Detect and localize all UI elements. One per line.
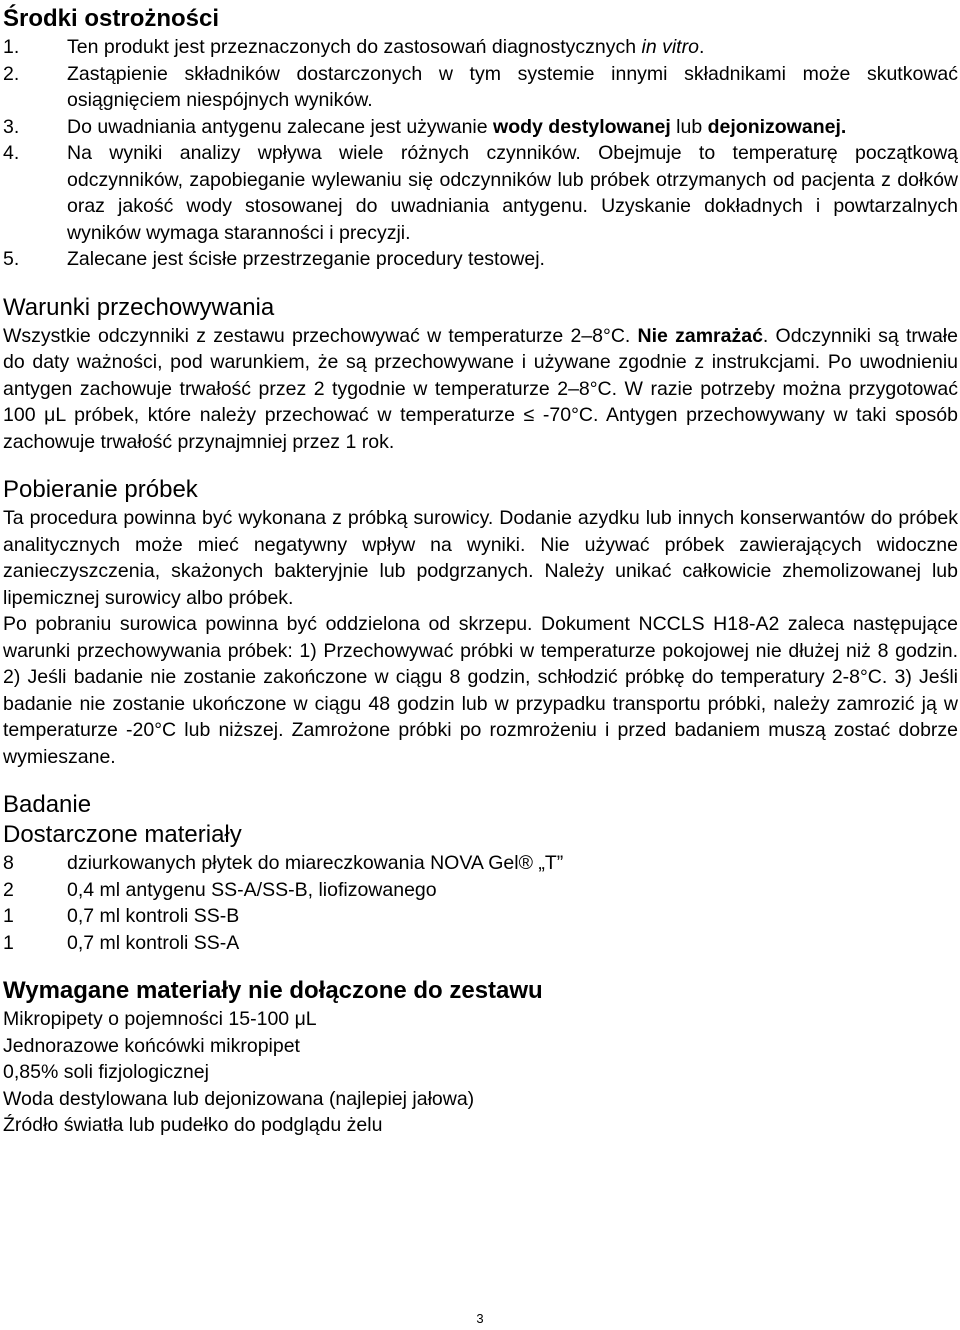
material-quantity: 2 [3,878,14,901]
material-quantity: 1 [3,931,14,954]
list-item: Jednorazowe końcówki mikropipet [3,1034,300,1057]
material-quantity: 1 [3,905,14,927]
list-item: Źródło światła lub pudełko do podglądu żelu [3,1114,383,1136]
precaution-item [3,34,958,61]
text-run: Do uwadniania antygenu zalecane jest używanie [67,115,494,138]
sampling-paragraph-2: Po pobraniu surowica powinna być oddzielona od skrzepu. Dokument NCCLS H18-A2 zaleca następujące warunki przechowywania próbek: 1) Przechowywać próbki w temperaturze pokojowej nie dłużej niż 8 godzin. 2) Jeśli badanie nie zostanie zakończone w ciągu 8 godzin, schłodzić próbkę do temperatury 2-8°C. 3) Jeśli badanie nie zostanie ukończone w ciągu 48 godzin lub w przypadku transportu próbki, należy zamrozić ją w temperaturze -20°C lub niższej. Zamrożone próbki po rozmrożeniu i przed badaniem muszą zostać dobrze wymieszane. [3,613,958,768]
list-item: Mikropipety o pojemności 15-100 μL [3,1008,317,1030]
precaution-item [3,114,958,141]
precautions-list [3,34,958,273]
text-run: . [698,36,705,58]
text-run: Zalecane jest ścisłe przestrzeganie procedury testowej. [67,248,545,270]
bold-text: dejonizowanej. [707,115,847,138]
list-item: Woda destylowana lub dejonizowana (najlepiej jałowa) [3,1087,475,1110]
list-item [3,930,958,957]
item-number: 3. [3,115,20,138]
list-item [3,903,958,930]
precaution-item [3,140,958,246]
testing-heading: Badanie [3,791,92,818]
bold-text: wody destylowanej [493,115,671,138]
precaution-item [3,246,958,273]
material-description: dziurkowanych płytek do miareczkowania NOVA Gel® „T” [67,852,564,874]
text-run: Wszystkie odczynniki z zestawu przechowywać w temperaturze 2–8°C. [3,324,638,347]
document-page [3,2,958,1139]
page-number: 3 [476,1311,484,1326]
text-run: Ten produkt jest przeznaczonych do zastosowań diagnostycznych [67,36,642,58]
text-run: Zastąpienie składników dostarczonych w tym systemie innymi składnikami może skutkować osiągnięciem niespójnych wyników. [67,62,958,111]
bold-text: Nie zamrażać [637,324,763,347]
material-quantity: 8 [3,852,14,874]
supplied-materials-heading: Dostarczone materiały [3,821,242,848]
material-description: 0,7 ml kontroli SS-B [67,905,240,927]
item-text [67,246,958,273]
precaution-item [3,61,958,114]
supplied-materials-list [3,850,958,956]
item-number: 2. [3,62,20,85]
required-materials-list [3,1006,958,1139]
sampling-paragraph-1: Ta procedura powinna być wykonana z próbką surowicy. Dodanie azydku lub innych konserwantów do próbek analitycznych może mieć negatywny wpływ na wyniki. Nie używać próbek zawierających widoczne zanieczyszczenia, skażonych bakteryjnie lub podgrzanych. Należy unikać całkowicie zhemolizowanej lub lipemicznej surowicy albo próbek. [3,507,958,609]
list-item [3,877,958,904]
text-run: . Odczynniki są trwałe do daty ważności, pod warunkiem, że są przechowywane i używane zgodnie z instrukcjami. Po uwodnieniu antygen zachowuje trwałość przez 2 tygodnie w temperaturze 2–8°C. W razie potrzeby można przygotować 100 μL próbek, które należy przechować w temperaturze ≤ -70°C. Antygen przechowywany w taki sposób zachowuje trwałość przynajmniej przez 1 rok. [3,324,958,453]
list-item [3,850,958,877]
material-description: 0,4 ml antygenu SS-A/SS-B, liofizowanego [67,878,437,901]
item-text [67,114,958,141]
material-description: 0,7 ml kontroli SS-A [67,931,240,954]
text-run: Na wyniki analizy wpływa wiele różnych czynników. Obejmuje to temperaturę początkową odczynników, zapobieganie wylewaniu się odczynników lub próbek otrzymanych od pacjenta z dołków oraz jakość wody stosowanej do uwadniania antygenu. Uzyskanie dokładnych i powtarzalnych wyników wymaga staranności i precyzji. [67,142,958,244]
storage-heading: Warunki przechowywania [3,293,275,321]
item-text [67,61,958,114]
item-text [67,140,958,246]
item-number: 4. [3,142,20,164]
item-number: 1. [3,36,20,58]
precautions-heading: Środki ostrożności [3,5,220,32]
required-materials-heading: Wymagane materiały nie dołączone do zestawu [3,977,543,1004]
text-run: lub [670,115,708,138]
italic-text: in vitro [641,36,699,58]
list-item: 0,85% soli fizjologicznej [3,1061,209,1083]
sampling-heading: Pobieranie próbek [3,476,198,503]
storage-paragraph [3,323,958,456]
item-number: 5. [3,248,20,270]
item-text [67,34,958,61]
